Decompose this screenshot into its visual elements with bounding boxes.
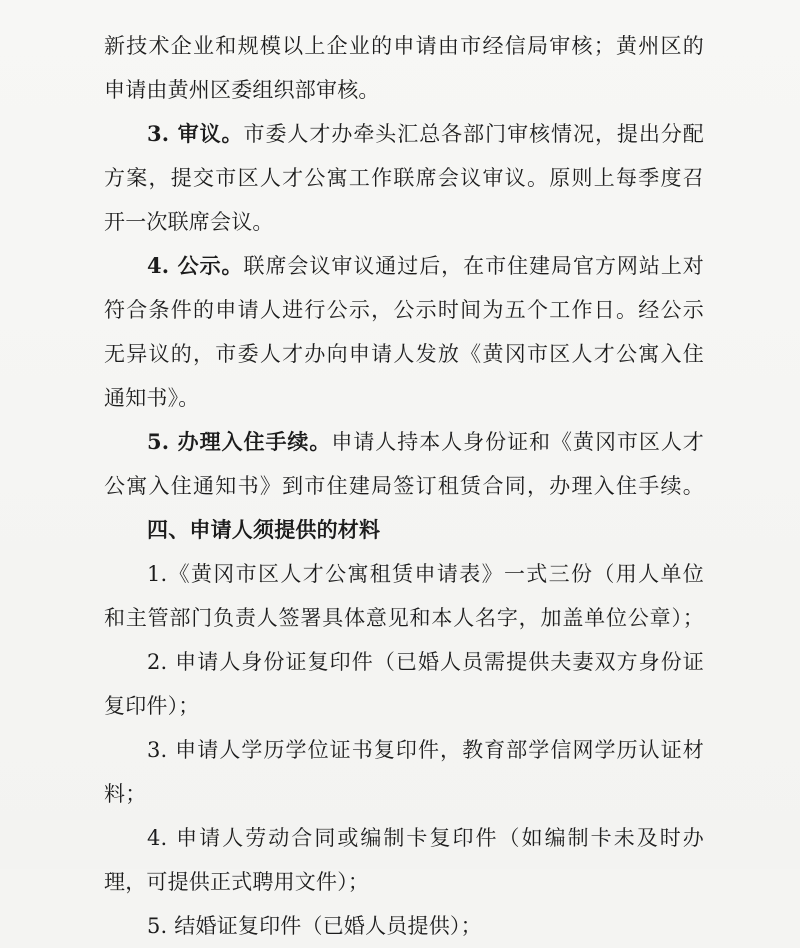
paragraph-line — [104, 596, 704, 640]
list-item-2 — [104, 640, 704, 684]
line-text: 申请人持本人身份证和《黄冈市区人才 — [331, 430, 704, 454]
line-text: 公寓入住通知书》到市住建局签订租赁合同，办理入住手续。 — [104, 474, 704, 498]
line-text: 理，可提供正式聘用文件）； — [104, 870, 370, 894]
paragraph-line — [104, 200, 704, 244]
step-5-title: 5. 办理入住手续。 — [147, 429, 332, 454]
paragraph-line — [104, 772, 704, 816]
line-text: 符合条件的申请人进行公示，公示时间为五个工作日。经公示 — [104, 298, 704, 322]
line-text: 通知书》。 — [104, 386, 200, 410]
line-text: 申请由黄州区委组织部审核。 — [104, 78, 380, 102]
step-3-title: 3. 审议。 — [147, 121, 244, 146]
paragraph-line — [104, 332, 704, 376]
line-text: 市委人才办牵头汇总各部门审核情况，提出分配 — [243, 122, 704, 146]
step-4-title: 4. 公示。 — [147, 253, 244, 278]
paragraph-line — [104, 376, 704, 420]
line-text: 和主管部门负责人签署具体意见和本人名字，加盖单位公章）； — [104, 606, 704, 630]
paragraph-line — [104, 684, 704, 728]
line-text: 复印件）； — [104, 694, 200, 718]
section-heading-text: 四、申请人须提供的材料 — [147, 518, 381, 542]
paragraph-line — [104, 288, 704, 332]
line-text: 联席会议审议通过后，在市住建局官方网站上对 — [243, 254, 704, 278]
line-text: 4. 申请人劳动合同或编制卡复印件（如编制卡未及时办 — [147, 826, 704, 850]
section-heading — [104, 508, 704, 552]
line-text: 无异议的，市委人才办向申请人发放《黄冈市区人才公寓入住 — [104, 342, 704, 366]
paragraph-line — [104, 860, 704, 904]
paragraph-line — [104, 24, 704, 68]
line-text: 1.《黄冈市区人才公寓租赁申请表》一式三份（用人单位 — [147, 562, 704, 586]
line-text: 方案，提交市区人才公寓工作联席会议审议。原则上每季度召 — [104, 166, 704, 190]
line-text: 2. 申请人身份证复印件（已婚人员需提供夫妻双方身份证 — [147, 650, 704, 674]
document-body — [104, 24, 704, 948]
list-item-4 — [104, 816, 704, 860]
list-item-1 — [104, 552, 704, 596]
list-item-3 — [104, 728, 704, 772]
line-text: 开一次联席会议。 — [104, 210, 274, 234]
line-text: 新技术企业和规模以上企业的申请由市经信局审核；黄州区的 — [104, 34, 704, 58]
line-text: 料； — [104, 782, 147, 806]
line-text: 5. 结婚证复印件（已婚人员提供）； — [147, 914, 482, 938]
paragraph-line — [104, 68, 704, 112]
list-item-5 — [104, 904, 704, 948]
paragraph-line — [104, 464, 704, 508]
step-5-line — [104, 420, 704, 464]
line-text: 3. 申请人学历学位证书复印件，教育部学信网学历认证材 — [147, 738, 704, 762]
step-4-line — [104, 244, 704, 288]
paragraph-line — [104, 156, 704, 200]
step-3-line — [104, 112, 704, 156]
